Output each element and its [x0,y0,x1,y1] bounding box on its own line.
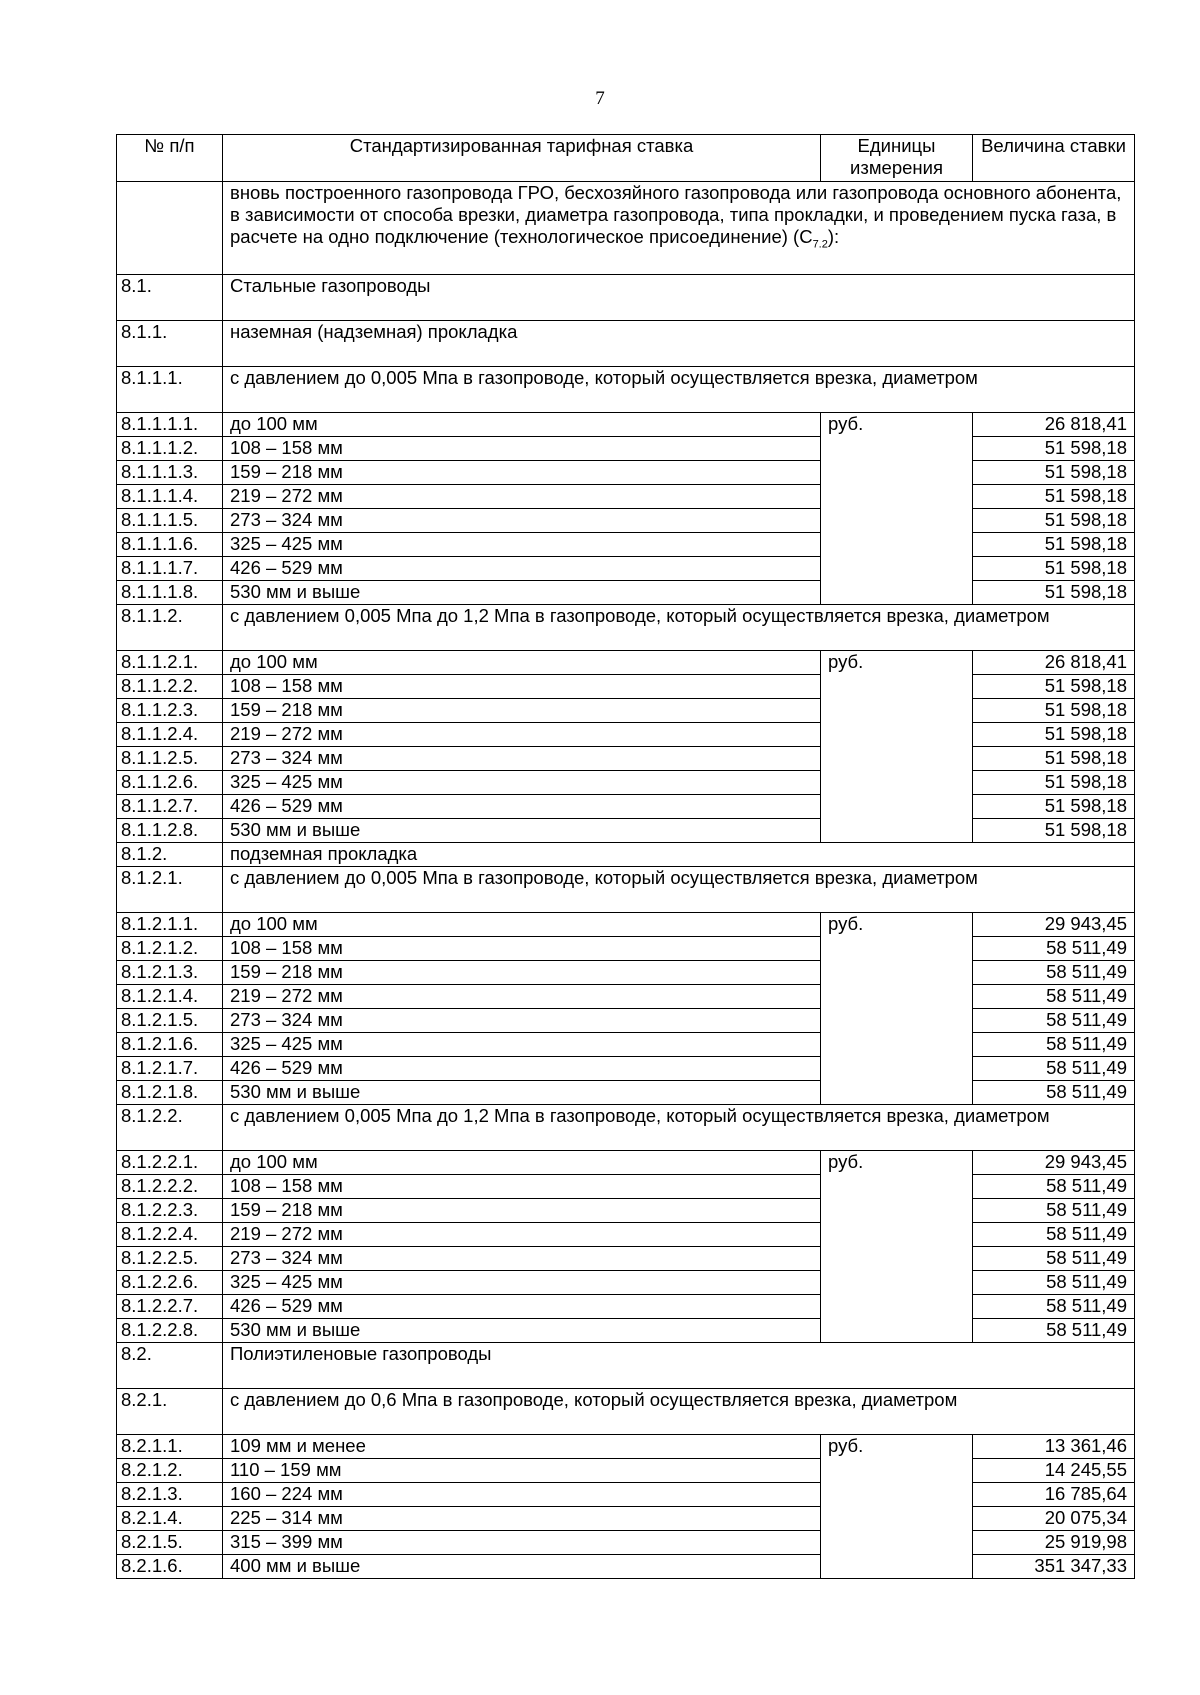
section-num: 8.1.1.2. [117,605,223,651]
section-title: с давлением до 0,005 Мпа в газопроводе, который осуществляется врезка, диаметром [223,867,1135,913]
row-value: 51 598,18 [973,581,1135,605]
section-row [117,843,1135,867]
table-row [117,1223,1135,1247]
row-name: 530 мм и выше [223,1319,821,1343]
row-num: 8.1.1.2.1. [117,651,223,675]
table-row [117,1033,1135,1057]
section-title: наземная (надземная) прокладка [223,321,1135,367]
row-name: 426 – 529 мм [223,795,821,819]
table-row [117,437,1135,461]
section-title: с давлением до 0,005 Мпа в газопроводе, который осуществляется врезка, диаметром [223,367,1135,413]
row-name: 426 – 529 мм [223,1295,821,1319]
row-value: 13 361,46 [973,1435,1135,1459]
table-row [117,557,1135,581]
row-name: до 100 мм [223,413,821,437]
row-num: 8.1.2.2.2. [117,1175,223,1199]
row-value: 14 245,55 [973,1459,1135,1483]
table-row [117,699,1135,723]
section-num: 8.1.1.1. [117,367,223,413]
row-name: 325 – 425 мм [223,771,821,795]
row-value: 51 598,18 [973,795,1135,819]
row-value: 58 511,49 [973,1033,1135,1057]
row-value: 25 919,98 [973,1531,1135,1555]
row-name: 530 мм и выше [223,581,821,605]
section-row [117,1105,1135,1151]
row-value: 26 818,41 [973,651,1135,675]
header-name: Стандартизированная тарифная ставка [223,135,821,182]
row-num: 8.1.2.1.4. [117,985,223,1009]
table-body [117,182,1135,1579]
row-name: 400 мм и выше [223,1555,821,1579]
table-row [117,1009,1135,1033]
table-row [117,913,1135,937]
row-num: 8.1.2.2.8. [117,1319,223,1343]
row-value: 58 511,49 [973,1199,1135,1223]
row-num: 8.1.2.2.4. [117,1223,223,1247]
section-row [117,605,1135,651]
table-row [117,1459,1135,1483]
row-num: 8.1.1.1.6. [117,533,223,557]
table-row [117,1247,1135,1271]
row-name: 325 – 425 мм [223,1271,821,1295]
section-num: 8.1.2.1. [117,867,223,913]
intro-num-cell [117,182,223,275]
row-name: 273 – 324 мм [223,747,821,771]
table-row [117,1531,1135,1555]
table-row [117,1295,1135,1319]
row-value: 51 598,18 [973,437,1135,461]
table-row [117,747,1135,771]
row-value: 51 598,18 [973,723,1135,747]
row-value: 29 943,45 [973,913,1135,937]
row-num: 8.1.1.1.4. [117,485,223,509]
row-name: 159 – 218 мм [223,699,821,723]
header-num: № п/п [117,135,223,182]
row-name: 219 – 272 мм [223,985,821,1009]
section-title: Полиэтиленовые газопроводы [223,1343,1135,1389]
table-row [117,771,1135,795]
row-name: 108 – 158 мм [223,1175,821,1199]
row-name: 530 мм и выше [223,1081,821,1105]
row-value: 51 598,18 [973,461,1135,485]
row-name: 530 мм и выше [223,819,821,843]
row-value: 26 818,41 [973,413,1135,437]
row-num: 8.1.1.2.4. [117,723,223,747]
table-row [117,533,1135,557]
row-num: 8.1.1.2.2. [117,675,223,699]
section-title: с давлением до 0,6 Мпа в газопроводе, который осуществляется врезка, диаметром [223,1389,1135,1435]
row-num: 8.1.1.1.8. [117,581,223,605]
row-name: 225 – 314 мм [223,1507,821,1531]
row-value: 58 511,49 [973,961,1135,985]
table-row [117,675,1135,699]
table-row [117,581,1135,605]
table-row [117,937,1135,961]
row-value: 58 511,49 [973,1271,1135,1295]
unit-cell: руб. [821,1151,973,1343]
row-name: до 100 мм [223,913,821,937]
row-num: 8.1.1.2.6. [117,771,223,795]
row-num: 8.1.1.1.7. [117,557,223,581]
table-row [117,651,1135,675]
table-row [117,1483,1135,1507]
row-num: 8.1.1.2.8. [117,819,223,843]
row-value: 58 511,49 [973,1295,1135,1319]
row-num: 8.1.1.2.3. [117,699,223,723]
row-num: 8.1.1.1.3. [117,461,223,485]
table-row [117,1271,1135,1295]
row-num: 8.2.1.2. [117,1459,223,1483]
row-num: 8.2.1.1. [117,1435,223,1459]
row-num: 8.1.1.2.5. [117,747,223,771]
table-row [117,1507,1135,1531]
row-name: 108 – 158 мм [223,937,821,961]
row-value: 58 511,49 [973,1081,1135,1105]
row-value: 58 511,49 [973,1319,1135,1343]
table-header-row [117,135,1135,182]
intro-row [117,182,1135,275]
row-name: 325 – 425 мм [223,1033,821,1057]
row-num: 8.1.2.1.8. [117,1081,223,1105]
row-num: 8.1.1.2.7. [117,795,223,819]
section-num: 8.1. [117,275,223,321]
row-value: 58 511,49 [973,985,1135,1009]
unit-cell: руб. [821,651,973,843]
table-row [117,795,1135,819]
section-title: с давлением 0,005 Мпа до 1,2 Мпа в газопроводе, который осуществляется врезка, диаметром [223,605,1135,651]
row-name: 273 – 324 мм [223,1247,821,1271]
row-value: 58 511,49 [973,937,1135,961]
table-row [117,1199,1135,1223]
section-row [117,867,1135,913]
row-value: 51 598,18 [973,675,1135,699]
row-num: 8.2.1.5. [117,1531,223,1555]
row-value: 58 511,49 [973,1057,1135,1081]
row-name: 109 мм и менее [223,1435,821,1459]
row-num: 8.1.1.1.1. [117,413,223,437]
row-name: 426 – 529 мм [223,1057,821,1081]
row-value: 51 598,18 [973,819,1135,843]
row-name: 315 – 399 мм [223,1531,821,1555]
table-row [117,985,1135,1009]
section-row [117,367,1135,413]
row-name: 219 – 272 мм [223,1223,821,1247]
intro-text: вновь построенного газопровода ГРО, бесхозяйного газопровода или газопровода основного абонента, в зависимости от способа врезки, диаметра газопровода, типа прокладки, и проведением пуска газа, в расчете на одно подключение (технологическое присоединение) $(С_{7.2})$: [223,182,1135,275]
section-title: подземная прокладка [223,843,1135,867]
row-num: 8.1.2.2.1. [117,1151,223,1175]
table-row [117,461,1135,485]
row-value: 16 785,64 [973,1483,1135,1507]
row-num: 8.1.2.1.6. [117,1033,223,1057]
row-value: 51 598,18 [973,771,1135,795]
section-row [117,321,1135,367]
row-num: 8.1.2.1.2. [117,937,223,961]
row-name: 159 – 218 мм [223,1199,821,1223]
table-row [117,413,1135,437]
unit-cell: руб. [821,1435,973,1579]
row-num: 8.1.2.2.7. [117,1295,223,1319]
table-row [117,1175,1135,1199]
row-name: 159 – 218 мм [223,961,821,985]
section-title: Стальные газопроводы [223,275,1135,321]
table-row [117,509,1135,533]
row-value: 51 598,18 [973,699,1135,723]
table-row [117,1081,1135,1105]
row-name: 219 – 272 мм [223,723,821,747]
row-num: 8.1.2.1.5. [117,1009,223,1033]
row-name: 110 – 159 мм [223,1459,821,1483]
header-value: Величина ставки [973,135,1135,182]
table-row [117,961,1135,985]
table-row [117,1555,1135,1579]
unit-cell: руб. [821,913,973,1105]
row-name: 273 – 324 мм [223,1009,821,1033]
row-name: 219 – 272 мм [223,485,821,509]
row-value: 58 511,49 [973,1009,1135,1033]
row-value: 51 598,18 [973,485,1135,509]
page-number: 7 [595,88,605,109]
row-value: 51 598,18 [973,533,1135,557]
row-value: 51 598,18 [973,509,1135,533]
section-num: 8.2.1. [117,1389,223,1435]
row-num: 8.2.1.6. [117,1555,223,1579]
row-num: 8.1.1.1.2. [117,437,223,461]
row-value: 51 598,18 [973,747,1135,771]
row-num: 8.1.2.2.5. [117,1247,223,1271]
row-value: 20 075,34 [973,1507,1135,1531]
header-unit: Единицы измерения [821,135,973,182]
table-row [117,1151,1135,1175]
row-num: 8.1.2.1.7. [117,1057,223,1081]
table-row [117,723,1135,747]
section-num: 8.1.2.2. [117,1105,223,1151]
row-name: 108 – 158 мм [223,437,821,461]
row-name: 160 – 224 мм [223,1483,821,1507]
row-num: 8.2.1.3. [117,1483,223,1507]
row-num: 8.1.2.1.1. [117,913,223,937]
row-value: 29 943,45 [973,1151,1135,1175]
section-num: 8.1.1. [117,321,223,367]
row-num: 8.1.2.2.6. [117,1271,223,1295]
row-value: 58 511,49 [973,1175,1135,1199]
tariff-table [116,134,1135,1579]
row-name: до 100 мм [223,651,821,675]
row-num: 8.1.1.1.5. [117,509,223,533]
section-row [117,275,1135,321]
table-row [117,485,1135,509]
row-name: до 100 мм [223,1151,821,1175]
section-title: с давлением 0,005 Мпа до 1,2 Мпа в газопроводе, который осуществляется врезка, диаметром [223,1105,1135,1151]
table-row [117,1435,1135,1459]
row-name: 325 – 425 мм [223,533,821,557]
row-num: 8.1.2.2.3. [117,1199,223,1223]
section-num: 8.2. [117,1343,223,1389]
section-row [117,1389,1135,1435]
table-row [117,1319,1135,1343]
row-name: 426 – 529 мм [223,557,821,581]
table-row [117,1057,1135,1081]
row-num: 8.1.2.1.3. [117,961,223,985]
row-name: 159 – 218 мм [223,461,821,485]
row-value: 51 598,18 [973,557,1135,581]
row-num: 8.2.1.4. [117,1507,223,1531]
table-row [117,819,1135,843]
row-name: 273 – 324 мм [223,509,821,533]
section-num: 8.1.2. [117,843,223,867]
section-row [117,1343,1135,1389]
row-value: 58 511,49 [973,1247,1135,1271]
row-value: 351 347,33 [973,1555,1135,1579]
row-value: 58 511,49 [973,1223,1135,1247]
unit-cell: руб. [821,413,973,605]
row-name: 108 – 158 мм [223,675,821,699]
